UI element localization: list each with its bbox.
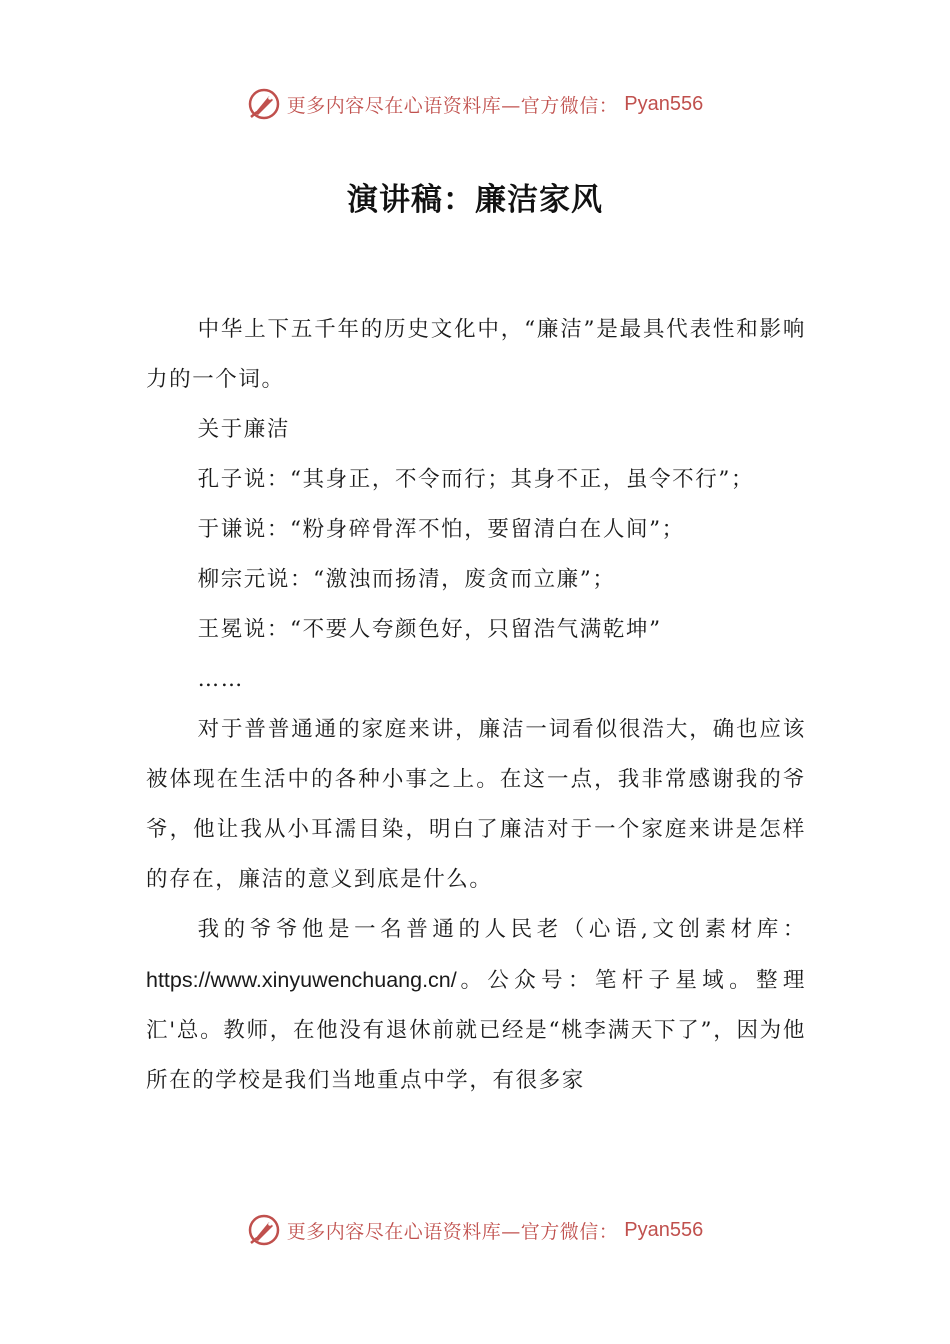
paragraph-ellipsis: …… [197,667,244,692]
paragraph-quote-yuqian: 于谦说：“粉身碎骨浑不怕，要留清白在人间”； [197,517,685,542]
header-wechat-id: Pyan556 [624,92,704,115]
header-text: 更多内容尽在心语资料库—官方微信： [286,94,619,117]
pen-nib-circle-icon [247,1213,281,1247]
paragraph-quote-wangmian: 王冕说：“不要人夸颜色好，只留浩气满乾坤” [197,617,662,642]
paragraph-grandfather-part1: 我的爷爷他是一名普通的人民老（心语,文创素材库： [197,917,806,942]
paragraph-quote-liuzongyuan: 柳宗元说：“激浊而扬清，废贪而立廉”； [197,567,616,592]
document-body [146,305,806,1106]
paragraph-grandfather-part2: 。公众号：笔杆子星域。整理汇'总。教师，在他没有退休前就已经是“桃李满天下了”，因为他所在的学校是我们当地重点中学，有很多家 [146,968,806,1093]
header-banner [0,84,950,124]
paragraph-family: 对于普普通通的家庭来讲，廉洁一词看似很浩大，确也应该被体现在生活中的各种小事之上。在这一点，我非常感谢我的爷爷，他让我从小耳濡目染，明白了廉洁对于一个家庭来讲是怎样的存在，廉洁的意义到底是什么。 [146,717,806,892]
footer-banner [0,1210,950,1250]
source-url: https://www.xinyuwenchuang.cn/ [146,968,457,992]
footer-wechat-id: Pyan556 [624,1218,704,1241]
document-title: 演讲稿：廉洁家风 [347,182,603,218]
paragraph-grandfather [146,905,806,1106]
footer-text: 更多内容尽在心语资料库—官方微信： [286,1220,619,1243]
pen-nib-circle-icon [247,87,281,121]
paragraph-intro: 中华上下五千年的历史文化中，“廉洁”是最具代表性和影响力的一个词。 [146,317,806,392]
paragraph-heading: 关于廉洁 [197,417,290,442]
paragraph-quote-confucius: 孔子说：“其身正，不令而行；其身不正，虽令不行”； [197,467,755,492]
